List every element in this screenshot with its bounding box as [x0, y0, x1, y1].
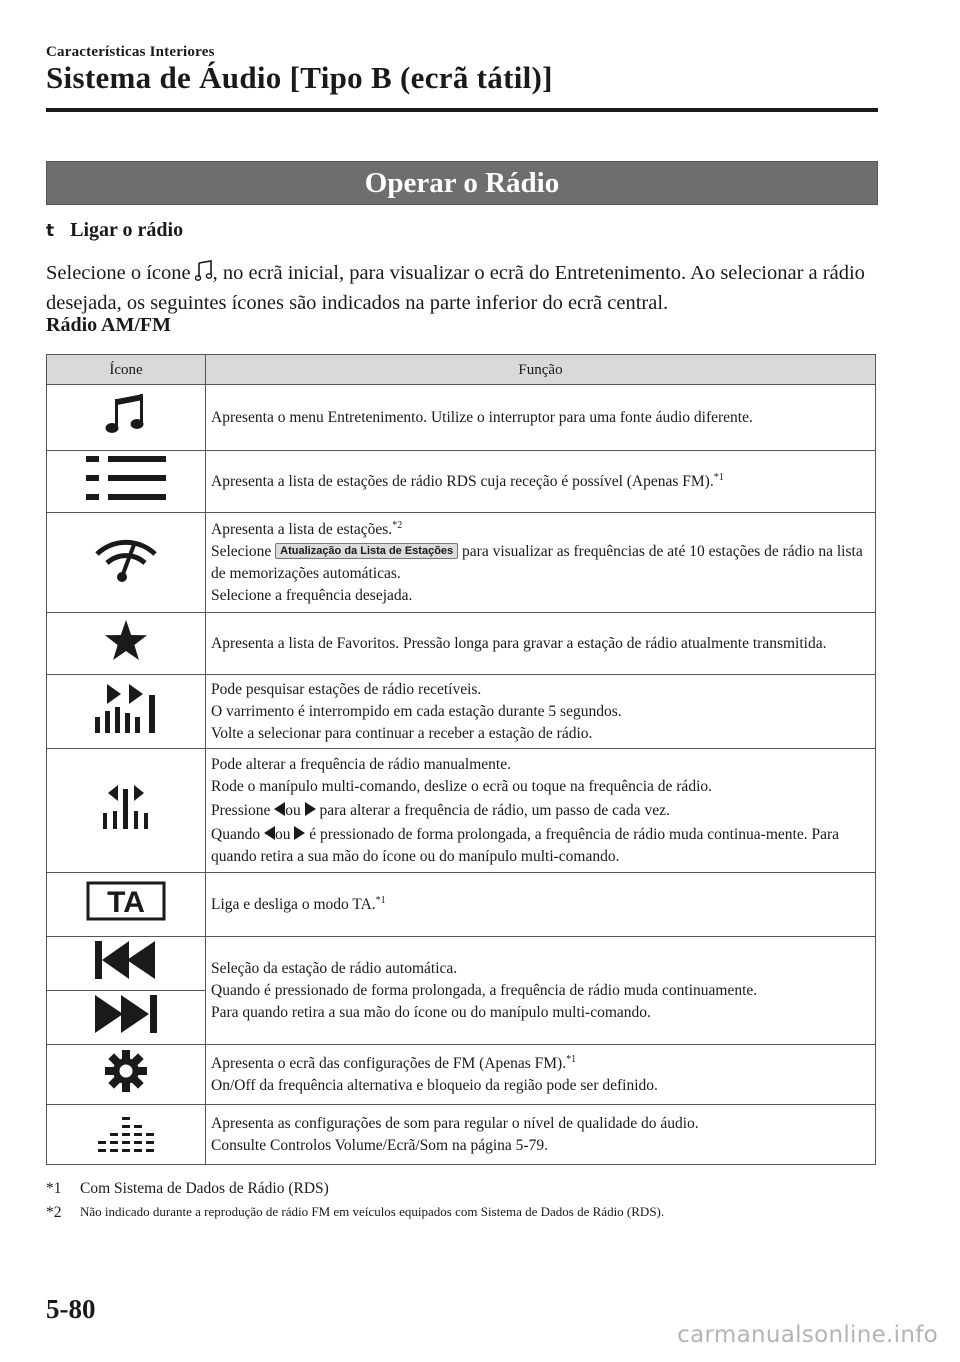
skip-back-icon [95, 941, 157, 979]
station-list-icon [93, 534, 159, 584]
eq-dash [122, 1125, 130, 1128]
icon-cell [47, 385, 206, 451]
description-text: Liga e desliga o modo TA. [211, 895, 376, 913]
description-line: Para quando retira a sua mão do ícone ou do manípulo multi-comando. [211, 1003, 651, 1021]
description-text: Selecione [211, 542, 272, 560]
description-line [211, 519, 869, 541]
footnote-ref: *1 [713, 471, 724, 483]
footnote-text: Com Sistema de Dados de Rádio (RDS) [80, 1180, 329, 1197]
description-text: Apresenta a lista de estações. [211, 520, 393, 538]
function-table [46, 354, 876, 1165]
table-row [47, 675, 876, 749]
eq-dash [134, 1125, 142, 1128]
description-text: Quando [211, 825, 261, 843]
description-text: ou [285, 801, 301, 819]
description-text: Apresenta o ecrã das configurações de FM (Apenas FM). [211, 1054, 567, 1072]
icon-cell [47, 675, 206, 749]
table-row [47, 937, 876, 991]
icon-cell [47, 873, 206, 937]
description-cell [206, 873, 876, 937]
header-icon: Ícone [47, 355, 206, 385]
description-text: para visualizar as frequências de até 10 estações de rádio na lista de memorizações automáticas. [211, 542, 863, 582]
music-note-icon [195, 260, 213, 282]
description-line [211, 894, 869, 916]
description-line [211, 800, 869, 822]
eq-dash [98, 1149, 106, 1152]
arrow-left-icon [264, 826, 275, 840]
description-line: Volte a selecionar para continuar a receber a estação de rádio. [211, 724, 593, 742]
sound-settings-icon [96, 1107, 156, 1155]
arrow-right-icon [294, 826, 305, 840]
description-line: Seleção da estação de rádio automática. [211, 959, 458, 977]
description-line: On/Off da frequência alternativa e bloqueio da região pode ser definido. [211, 1076, 658, 1094]
description-cell [206, 1105, 876, 1165]
intro-paragraph [46, 258, 886, 318]
description-line: Rode o manípulo multi-comando, deslize o ecrã ou toque na frequência de rádio. [211, 777, 712, 795]
description-line: Quando é pressionado de forma prolongada, a frequência de rádio muda continuamente. [211, 981, 758, 999]
footnote-ref: *1 [566, 1053, 577, 1065]
table-title: Rádio AM/FM [46, 314, 171, 336]
description-text: é pressionado de forma prolongada, a frequência de rádio muda continua-mente. Para quando retira a sua mão do ícone ou do manípulo multi-comando. [211, 825, 840, 865]
eq-dash [134, 1149, 142, 1152]
description-cell [206, 1045, 876, 1105]
table-row [47, 873, 876, 937]
ta-icon-label: TA [107, 886, 145, 919]
icon-cell [47, 613, 206, 675]
footnote-mark: *2 [46, 1204, 62, 1221]
footnote-text: Não indicado durante a reprodução de rádio FM em veículos equipados com Sistema de Dados de Rádio (RDS). [80, 1204, 665, 1219]
eq-dash [122, 1133, 130, 1136]
eq-dash [146, 1149, 154, 1152]
eq-dash [146, 1141, 154, 1144]
table-header-row [47, 355, 876, 385]
icon-cell [47, 1045, 206, 1105]
icon-cell [47, 451, 206, 513]
eq-dash [146, 1133, 154, 1136]
arrow-right-icon [305, 802, 316, 816]
description-cell [206, 937, 876, 1045]
section-banner: Operar o Rádio [46, 161, 878, 205]
eq-dash [98, 1141, 106, 1144]
icon-cell [47, 991, 206, 1045]
description-cell [206, 513, 876, 613]
description-line: Apresenta a lista de Favoritos. Pressão longa para gravar a estação de rádio atualmente transmitida. [211, 634, 827, 652]
eq-dash [110, 1149, 118, 1152]
table-row [47, 513, 876, 613]
gear-icon [104, 1049, 148, 1093]
description-line [211, 541, 869, 585]
description-text: para alterar a frequência de rádio, um passo de cada vez. [319, 801, 670, 819]
page-title: Sistema de Áudio [Tipo B (ecrã tátil)] [46, 60, 553, 95]
footnote-ref: *1 [375, 894, 386, 906]
table-row [47, 385, 876, 451]
subsection-title: Ligar o rádio [70, 219, 184, 241]
footnote-mark: *1 [46, 1180, 62, 1197]
description-text: Pressione [211, 801, 271, 819]
description-cell [206, 675, 876, 749]
description-line [211, 1053, 869, 1075]
title-rule [46, 108, 878, 112]
description-line [211, 471, 869, 493]
manual-tune-icon [101, 783, 151, 831]
update-station-list-button[interactable]: Atualização da Lista de Estações [275, 543, 458, 559]
table-row [47, 1105, 876, 1165]
subsection-marker: t [46, 220, 55, 241]
header-function: Função [206, 355, 876, 385]
eq-dash [134, 1133, 142, 1136]
eq-dash [110, 1141, 118, 1144]
description-line [211, 824, 869, 868]
footnotes [46, 1180, 876, 1228]
description-line: Pode alterar a frequência de rádio manualmente. [211, 755, 511, 773]
star-icon [104, 619, 148, 661]
description-text: Apresenta a lista de estações de rádio RDS cuja receção é possível (Apenas FM). [211, 472, 714, 490]
ta-icon [86, 881, 166, 921]
icon-cell [47, 749, 206, 873]
icon-cell [47, 937, 206, 991]
description-line: Pode pesquisar estações de rádio recetíveis. [211, 680, 482, 698]
eq-dash [122, 1149, 130, 1152]
footnote [46, 1180, 876, 1198]
description-cell [206, 749, 876, 873]
table-row [47, 451, 876, 513]
icon-cell [47, 513, 206, 613]
description-line: Apresenta o menu Entretenimento. Utilize o interruptor para uma fonte áudio diferente. [211, 408, 753, 426]
intro-text-1: Selecione o ícone [46, 262, 191, 284]
eq-dash [110, 1133, 118, 1136]
music-note-icon [103, 391, 149, 437]
eq-dash [134, 1141, 142, 1144]
intro-text-2: , no ecrã inicial, para visualizar o ecrã do Entretenimento. Ao selecionar a rádio desejada, os seguintes ícones são indicados na parte inferior do ecrã central. [46, 262, 865, 314]
icon-cell [47, 1105, 206, 1165]
scan-icon [93, 683, 159, 733]
description-text: ou [274, 825, 291, 843]
skip-forward-icon [95, 995, 157, 1033]
eq-dash [122, 1141, 130, 1144]
section-label: Características Interiores [46, 44, 215, 60]
description-line: Consulte Controlos Volume/Ecrã/Som na página 5-79. [211, 1136, 548, 1154]
list-icon [86, 456, 166, 500]
footnote-ref: *2 [392, 519, 403, 531]
description-line: Apresenta as configurações de som para regular o nível de qualidade do áudio. [211, 1114, 699, 1132]
subsection-heading [46, 219, 183, 242]
watermark: carmanualsonline.info [677, 1322, 938, 1348]
description-line: O varrimento é interrompido em cada estação durante 5 segundos. [211, 702, 622, 720]
description-line: Selecione a frequência desejada. [211, 586, 413, 604]
table-row [47, 613, 876, 675]
arrow-left-icon [274, 802, 285, 816]
table-row [47, 1045, 876, 1105]
description-cell [206, 613, 876, 675]
page-number: 5-80 [46, 1294, 96, 1324]
description-cell [206, 451, 876, 513]
description-cell [206, 385, 876, 451]
eq-dash [122, 1117, 130, 1120]
footnote [46, 1204, 876, 1222]
table-row [47, 749, 876, 873]
